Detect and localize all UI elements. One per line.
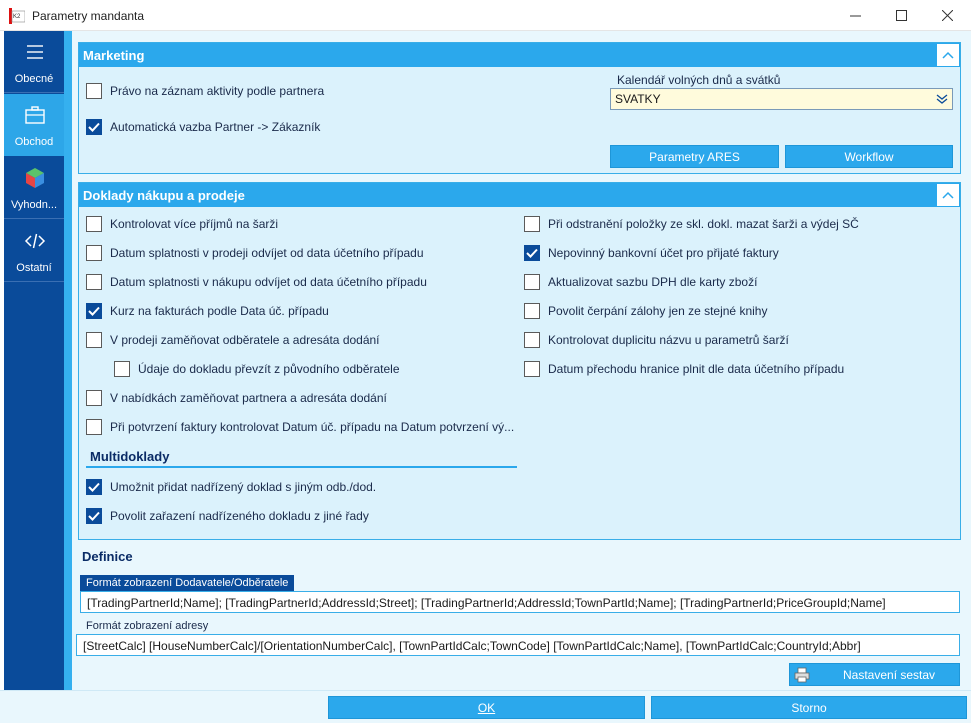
nav-item-label: Obchod (14, 136, 54, 148)
checkbox-box[interactable] (86, 274, 102, 290)
checkbox-box[interactable] (86, 479, 102, 495)
ok-button[interactable] (328, 696, 645, 719)
checkbox-label: Právo na záznam aktivity podle partnera (110, 84, 325, 98)
checkbox-label: Datum splatnosti v prodeji odvíjet od data účetního případu (110, 246, 424, 260)
checkbox-splatnost-nakup[interactable] (86, 273, 427, 291)
checkbox-label: Umožnit přidat nadřízený doklad s jiným odb./dod. (110, 480, 377, 494)
checkbox-label: Nepovinný bankovní účet pro přijaté faktury (548, 246, 779, 260)
doklady-title: Doklady nákupu a prodeje (83, 188, 245, 203)
checkbox-cerpani-zalohy[interactable] (524, 302, 767, 320)
checkbox-label: Automatická vazba Partner -> Zákazník (110, 120, 321, 134)
checkbox-label: Údaje do dokladu převzít z původního odběratele (138, 362, 400, 376)
address-format-label: Formát zobrazení adresy (86, 620, 209, 632)
checkbox-odstraneni-polozky[interactable] (524, 215, 859, 233)
checkbox-automaticka-vazba[interactable] (86, 118, 320, 136)
checkbox-box[interactable] (524, 361, 540, 377)
checkmark-icon (88, 511, 100, 521)
nav-item-ostatni[interactable] (4, 220, 64, 282)
checkbox-label: Kurz na fakturách podle Data úč. případu (110, 304, 329, 318)
accent-bar (64, 31, 72, 690)
multidoklady-title: Multidoklady (90, 449, 170, 464)
checkbox-box[interactable] (524, 245, 540, 261)
minimize-button[interactable] (832, 0, 878, 31)
checkbox-label: Při potvrzení faktury kontrolovat Datum úč. případu na Datum potvrzení vý... (110, 420, 515, 434)
checkbox-nepovinny-ucet[interactable] (524, 244, 779, 262)
storno-label: Storno (791, 700, 827, 715)
svg-text:K2: K2 (13, 14, 21, 20)
checkbox-box[interactable] (86, 303, 102, 319)
definice-title: Definice (82, 549, 133, 564)
checkbox-label: V prodeji zaměňovat odběratele a adresáta dodání (110, 333, 380, 347)
checkbox-label: Povolit čerpání zálohy jen ze stejné knihy (548, 304, 768, 318)
collapse-doklady-button[interactable] (936, 183, 960, 207)
storno-button[interactable] (651, 696, 967, 719)
checkbox-prechod-hranice[interactable] (524, 360, 844, 378)
checkbox-box[interactable] (86, 216, 102, 232)
nav-item-label: Obecné (14, 73, 54, 85)
close-button[interactable] (924, 0, 970, 31)
checkbox-nabidky-zamenovat[interactable] (86, 389, 387, 407)
checkbox-label: Povolit zařazení nadřízeného dokladu z jiné řady (110, 509, 369, 523)
nav-item-obecne[interactable] (4, 31, 64, 93)
checkbox-box[interactable] (524, 303, 540, 319)
side-navigation (4, 31, 64, 690)
checkbox-box[interactable] (86, 119, 102, 135)
nav-item-vyhodnoceni[interactable] (4, 157, 64, 219)
cube-icon (24, 167, 46, 189)
calendar-combobox[interactable] (610, 88, 953, 110)
maximize-button[interactable] (878, 0, 924, 31)
checkbox-box[interactable] (114, 361, 130, 377)
checkbox-box[interactable] (86, 390, 102, 406)
checkbox-sazba-dph[interactable] (524, 273, 757, 291)
checkbox-splatnost-prodej[interactable] (86, 244, 424, 262)
title-bar (0, 0, 971, 31)
marketing-title: Marketing (83, 48, 145, 63)
checkbox-box[interactable] (524, 274, 540, 290)
checkbox-duplicita-sarzi[interactable] (524, 331, 789, 349)
calendar-label: Kalendář volných dnů a svátků (617, 73, 781, 87)
checkbox-kontrolovat-prijmy[interactable] (86, 215, 278, 233)
maximize-icon (896, 10, 907, 21)
partner-format-field[interactable]: [TradingPartnerId;Name]; [TradingPartnerId;AddressId;Street]; [TradingPartnerId;AddressId;TownPartId;Name]; [TradingPartnerId;PriceGroupId;Name] (80, 591, 960, 613)
checkmark-icon (88, 482, 100, 492)
collapse-marketing-button[interactable] (936, 43, 960, 67)
checkbox-nadrizeny-doklad[interactable] (86, 478, 376, 496)
workflow-button[interactable]: Workflow (785, 145, 953, 168)
window-title: Parametry mandanta (32, 9, 145, 23)
printer-icon (794, 667, 810, 683)
checkbox-udaje-prevzit[interactable] (114, 360, 400, 378)
checkbox-box[interactable] (86, 419, 102, 435)
checkbox-box[interactable] (86, 245, 102, 261)
nav-item-label: Vyhodn... (10, 199, 58, 211)
checkmark-icon (88, 122, 100, 132)
minimize-icon (850, 10, 861, 21)
checkbox-kurz-faktury[interactable] (86, 302, 329, 320)
checkbox-box[interactable] (524, 332, 540, 348)
checkbox-label: Datum přechodu hranice plnit dle data účetního případu (548, 362, 845, 376)
multidoklady-underline (86, 466, 517, 468)
nastaveni-sestav-button[interactable] (789, 663, 960, 686)
address-format-field[interactable]: [StreetCalc] [HouseNumberCalc]/[OrientationNumberCalc], [TownPartIdCalc;TownCode] [TownPartIdCalc;Name], [TownPartIdCalc;CountryId;Abbr] (76, 634, 960, 656)
briefcase-icon (24, 104, 46, 126)
checkbox-label: V nabídkách zaměňovat partnera a adresáta dodání (110, 391, 387, 405)
nav-item-obchod[interactable] (4, 94, 64, 156)
checkbox-zamenovat-odberatele[interactable] (86, 331, 380, 349)
checkbox-label: Při odstranění položky ze skl. dokl. mazat šarži a výdej SČ (548, 217, 859, 231)
checkbox-zarazeni-dokladu[interactable] (86, 507, 369, 525)
chevron-up-icon (942, 51, 954, 59)
nastaveni-sestav-label: Nastavení sestav (843, 667, 936, 682)
doklady-panel-header (79, 183, 960, 207)
checkbox-potvrzeni-faktury[interactable] (86, 418, 514, 436)
checkbox-label: Kontrolovat duplicitu názvu u parametrů šarží (548, 333, 789, 347)
checkbox-box[interactable] (86, 83, 102, 99)
checkbox-pravo-zaznam[interactable] (86, 82, 324, 100)
checkbox-box[interactable] (86, 508, 102, 524)
checkbox-box[interactable] (86, 332, 102, 348)
checkmark-icon (526, 248, 538, 258)
list-icon (24, 41, 46, 63)
calendar-value: SVATKY (615, 92, 661, 106)
code-icon (24, 230, 46, 252)
checkbox-label: Aktualizovat sazbu DPH dle karty zboží (548, 275, 758, 289)
app-icon (9, 8, 25, 24)
dropdown-icon[interactable] (936, 92, 948, 106)
checkmark-icon (88, 306, 100, 316)
marketing-panel-header (79, 43, 960, 67)
close-icon (942, 10, 953, 21)
parametry-ares-button[interactable]: Parametry ARES (610, 145, 779, 168)
checkbox-label: Datum splatnosti v nákupu odvíjet od data účetního případu (110, 275, 427, 289)
checkbox-label: Kontrolovat více příjmů na šarži (110, 217, 279, 231)
nav-item-label: Ostatní (16, 262, 52, 274)
checkbox-box[interactable] (524, 216, 540, 232)
partner-format-label: Formát zobrazení Dodavatele/Odběratele (80, 575, 294, 591)
ok-label: OK (477, 700, 496, 715)
chevron-up-icon (942, 191, 954, 199)
